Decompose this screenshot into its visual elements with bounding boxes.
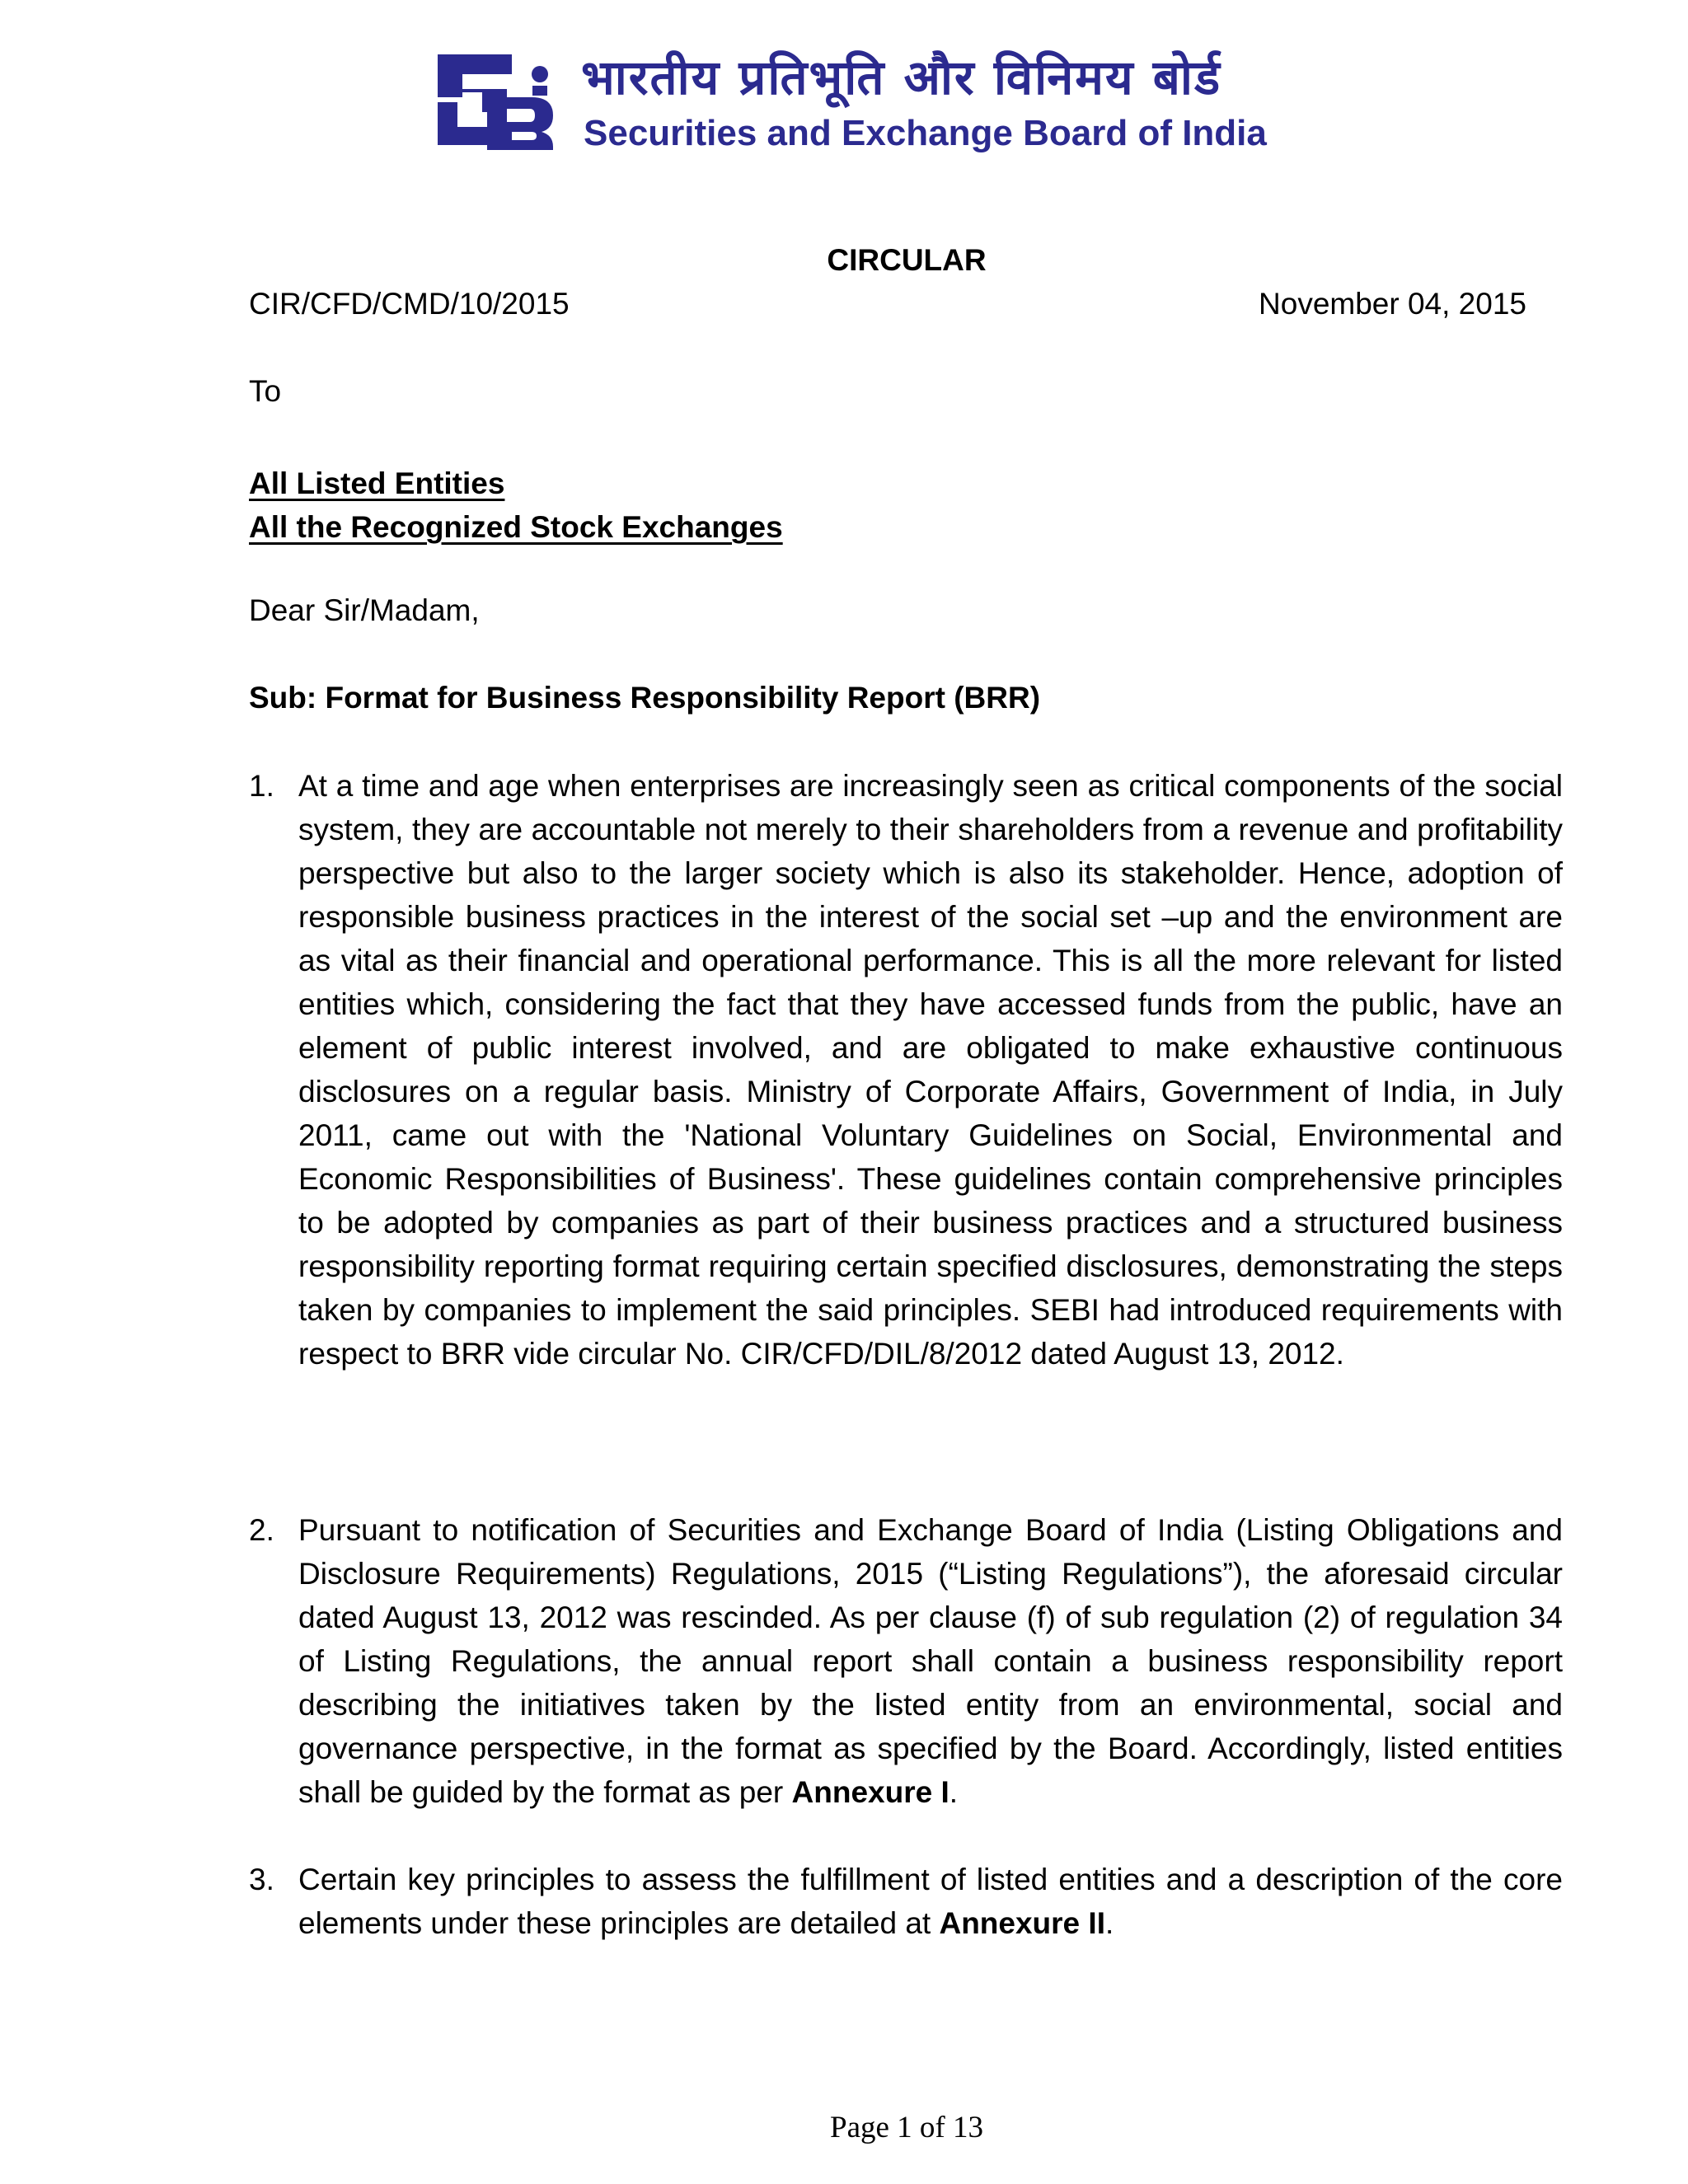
salutation: Dear Sir/Madam, — [249, 593, 480, 627]
recipients-block — [249, 462, 783, 549]
paragraph-text-block — [298, 1508, 1563, 1814]
letterhead — [433, 48, 1339, 155]
paragraph-tail: . — [1104, 1906, 1114, 1940]
paragraph-number: 3. — [249, 1863, 274, 1896]
paragraph-text: Certain key principles to assess the fulfillment of listed entities and a description of the core elements under these principles are detailed at — [298, 1863, 1563, 1940]
paragraph-number: 2. — [249, 1513, 274, 1547]
sebi-logo — [433, 49, 556, 150]
numbered-paragraph — [249, 1858, 1563, 1945]
page-number-footer: Page 1 of 13 — [830, 2111, 983, 2144]
numbered-paragraph — [249, 764, 1563, 1376]
circular-date: November 04, 2015 — [1259, 287, 1526, 321]
english-organization-name: Securities and Exchange Board of India — [584, 113, 1267, 153]
paragraph-text: Pursuant to notification of Securities and Exchange Board of India (Listing Obligations and Disclosure Requirements) Regulations, 2015 (“Listing Regulations”), the aforesaid circular dated August 13, 2012 was rescinded. As per clause (f) of sub regulation (2) of regulation 34 of Listing Regulations, the annual report shall contain a business responsibility report describing the initiatives taken by the listed entity from an environmental, social and governance perspective, in the format as specified by the Board. Accordingly, listed entities shall be guided by the format as per — [298, 1513, 1563, 1809]
paragraph-text-block — [298, 1858, 1563, 1945]
to-label: To — [249, 374, 282, 408]
hindi-organization-name: भारतीय प्रतिभूति और विनिमय बोर्ड — [581, 49, 1221, 105]
numbered-paragraph — [249, 1508, 1563, 1814]
annexure-reference: Annexure I — [791, 1775, 950, 1809]
paragraph-tail: . — [949, 1775, 959, 1809]
recipient-line: All the Recognized Stock Exchanges — [249, 510, 783, 544]
subject-line: Sub: Format for Business Responsibility Report (BRR) — [249, 681, 1041, 715]
circular-reference-number: CIR/CFD/CMD/10/2015 — [249, 287, 570, 321]
paragraph-number: 1. — [249, 769, 274, 803]
circular-title: CIRCULAR — [827, 243, 987, 277]
paragraph-text: At a time and age when enterprises are increasingly seen as critical components of the social system, they are accountable not merely to their shareholders from a revenue and profitability perspective but also to the larger society which is also its stakeholder. Hence, adoption of responsible business practices in the interest of the social set –up and the environment are as vital as their financial and operational performance. This is all the more relevant for listed entities which, considering the fact that they have accessed funds from the public, have an element of public interest involved, and are obligated to make exhaustive continuous disclosures on a regular basis. Ministry of Corporate Affairs, Government of India, in July 2011, came out with the 'National Voluntary Guidelines on Social, Environmental and Economic Responsibilities of Business'. These guidelines contain comprehensive principles to be adopted by companies as part of their business practices and a structured business responsibility reporting format requiring certain specified disclosures, demonstrating the steps taken by companies to implement the said principles. SEBI had introduced requirements with respect to BRR vide circular No. CIR/CFD/DIL/8/2012 dated August 13, 2012. — [298, 769, 1563, 1371]
annexure-reference: Annexure II — [939, 1906, 1105, 1940]
reference-row — [249, 287, 1526, 321]
recipient-line: All Listed Entities — [249, 466, 505, 500]
